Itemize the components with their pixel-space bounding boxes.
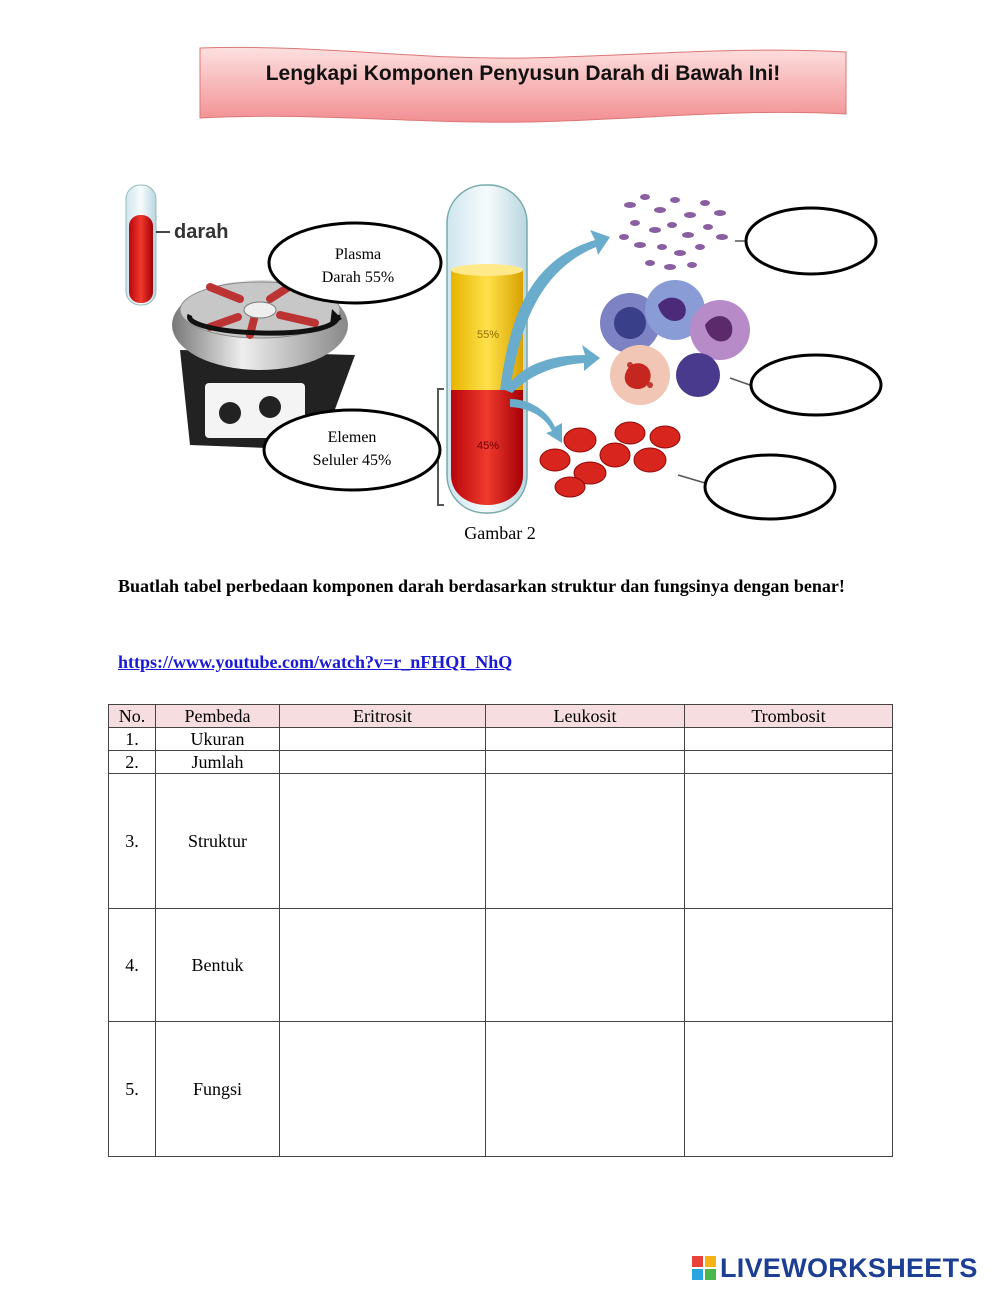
table-row bbox=[109, 751, 893, 774]
small-blood-tube bbox=[126, 185, 156, 305]
liveworksheets-logo-icon bbox=[692, 1256, 716, 1280]
eritrosit-fungsi-cell[interactable] bbox=[280, 1022, 486, 1157]
row-label: Bentuk bbox=[156, 909, 280, 1022]
leukocytes-answer-oval[interactable] bbox=[751, 355, 881, 415]
tube-percent-bottom: 45% bbox=[477, 440, 500, 452]
cells-label-line1: Elemen bbox=[327, 429, 377, 446]
row-number: 2. bbox=[109, 751, 156, 774]
leukocytes bbox=[600, 280, 750, 405]
leukosit-jumlah-cell[interactable] bbox=[486, 751, 685, 774]
brand-logo-text: LIVEWORKSHEETS bbox=[720, 1253, 978, 1283]
row-number: 3. bbox=[109, 774, 156, 909]
table-row bbox=[109, 1022, 893, 1157]
eritrosit-bentuk-cell[interactable] bbox=[280, 909, 486, 1022]
table-header-row bbox=[109, 705, 893, 728]
eritrosit-struktur-cell[interactable] bbox=[280, 774, 486, 909]
comparison-table bbox=[108, 704, 893, 1157]
plasma-label bbox=[288, 243, 428, 289]
trombosit-ukuran-cell[interactable] bbox=[685, 728, 893, 751]
tube-percent-top: 55% bbox=[477, 329, 500, 341]
row-label: Ukuran bbox=[156, 728, 280, 751]
table-row bbox=[109, 909, 893, 1022]
table-row bbox=[109, 728, 893, 751]
tube-label: darah bbox=[174, 221, 229, 243]
plasma-label-line2: Darah 55% bbox=[321, 269, 395, 286]
platelets-answer-oval[interactable] bbox=[746, 208, 876, 274]
row-number: 1. bbox=[109, 728, 156, 751]
plasma-label-line1: Plasma bbox=[334, 246, 382, 263]
row-number: 4. bbox=[109, 909, 156, 1022]
header-trombosit: Trombosit bbox=[685, 705, 893, 728]
instruction-text: Buatlah tabel perbedaan komponen darah berdasarkan struktur dan fungsinya dengan benar! bbox=[118, 576, 845, 596]
video-link[interactable]: https://www.youtube.com/watch?v=r_nFHQI_NhQ bbox=[118, 652, 513, 672]
blood-figure bbox=[110, 175, 900, 535]
eritrosit-ukuran-cell[interactable] bbox=[280, 728, 486, 751]
trombosit-struktur-cell[interactable] bbox=[685, 774, 893, 909]
leukosit-fungsi-cell[interactable] bbox=[486, 1022, 685, 1157]
cells-label-line2: Seluler 45% bbox=[312, 452, 392, 469]
trombosit-bentuk-cell[interactable] bbox=[685, 909, 893, 1022]
header-no: No. bbox=[109, 705, 156, 728]
row-number: 5. bbox=[109, 1022, 156, 1157]
header-leukosit: Leukosit bbox=[486, 705, 685, 728]
figure-caption: Gambar 2 bbox=[464, 523, 536, 543]
eritrosit-jumlah-cell[interactable] bbox=[280, 751, 486, 774]
trombosit-fungsi-cell[interactable] bbox=[685, 1022, 893, 1157]
trombosit-jumlah-cell[interactable] bbox=[685, 751, 893, 774]
platelets bbox=[619, 194, 728, 270]
table-row bbox=[109, 774, 893, 909]
leukosit-bentuk-cell[interactable] bbox=[486, 909, 685, 1022]
row-label: Fungsi bbox=[156, 1022, 280, 1157]
row-label: Jumlah bbox=[156, 751, 280, 774]
leukosit-struktur-cell[interactable] bbox=[486, 774, 685, 909]
erythrocytes-answer-oval[interactable] bbox=[705, 455, 835, 519]
cells-label bbox=[282, 426, 422, 472]
leukosit-ukuran-cell[interactable] bbox=[486, 728, 685, 751]
header-pembeda: Pembeda bbox=[156, 705, 280, 728]
row-label: Struktur bbox=[156, 774, 280, 909]
header-eritrosit: Eritrosit bbox=[280, 705, 486, 728]
page-title: Lengkapi Komponen Penyusun Darah di Bawah Ini! bbox=[265, 62, 781, 85]
